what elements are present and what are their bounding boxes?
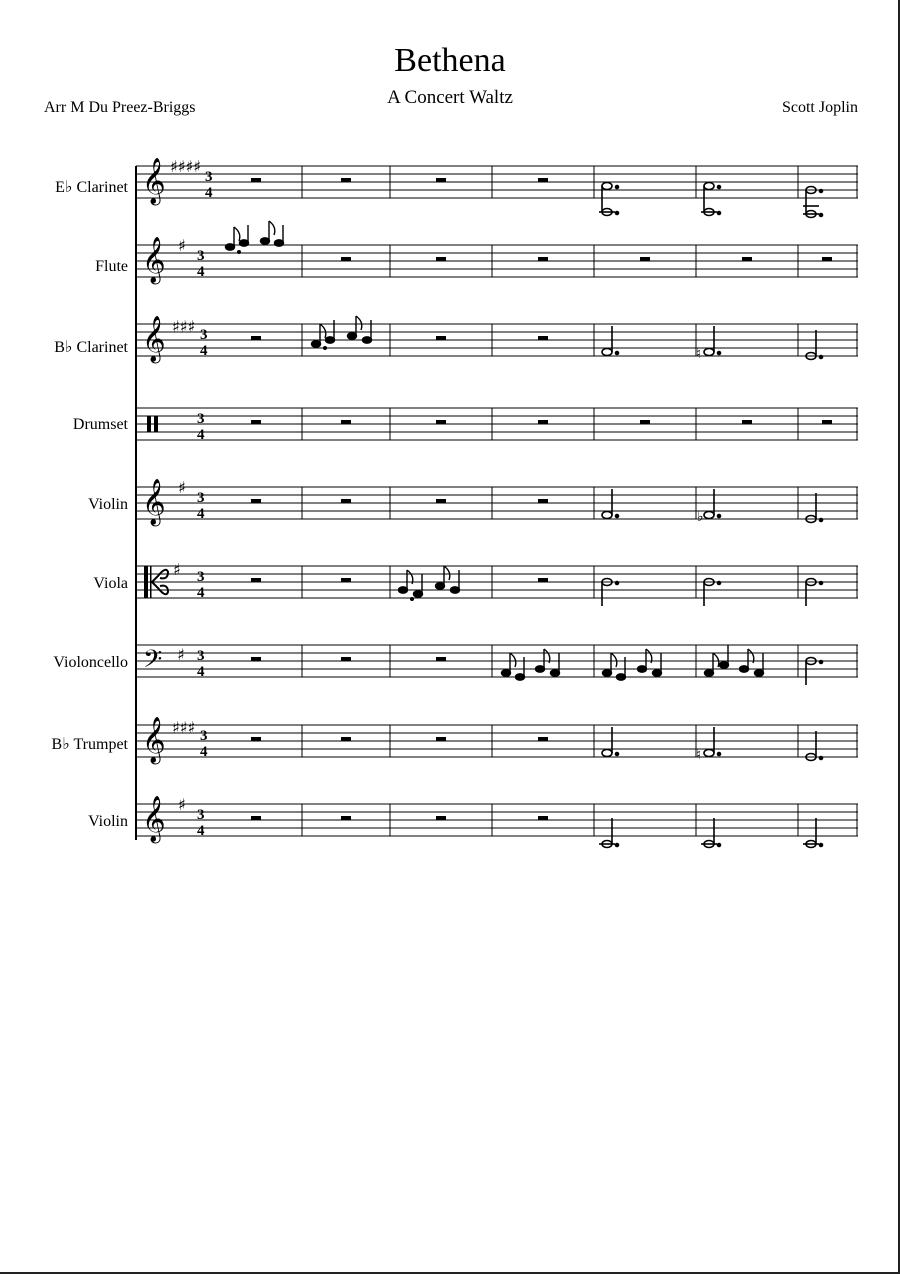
staff-bb-clarinet <box>136 316 858 364</box>
score-subtitle: A Concert Waltz <box>387 87 513 108</box>
eighth-quarter-notes <box>502 645 764 680</box>
staff-eb-clarinet <box>136 157 858 218</box>
treble-clef-icon: 𝄞 <box>142 158 166 204</box>
time-signature-bottom: 4 <box>205 185 213 201</box>
time-signature-bottom: 4 <box>197 427 205 443</box>
arranger-credit: Arr M Du Preez-Briggs <box>44 99 196 116</box>
key-signature-icon: ♯ <box>177 645 185 664</box>
staff-violoncello <box>136 645 858 685</box>
staff-bb-trumpet <box>136 717 858 765</box>
key-signature-icon: ♯♯♯♯ <box>170 157 201 176</box>
dotted-half-note <box>806 658 823 686</box>
time-signature-top: 3 <box>197 569 205 585</box>
staff-label-violin-2: Violin <box>88 813 128 830</box>
staff-label-eb-clarinet: E♭ Clarinet <box>55 179 128 196</box>
staff-viola <box>136 560 858 606</box>
key-signature-icon: ♯ <box>178 236 186 255</box>
time-signature-bottom: 4 <box>197 664 205 680</box>
svg-text:♮: ♮ <box>696 747 702 763</box>
time-signature-bottom: 4 <box>197 823 205 839</box>
half-note-chord <box>599 183 823 218</box>
eighth-quarter-notes <box>312 316 372 349</box>
time-signature-bottom: 4 <box>200 744 208 760</box>
treble-clef-icon: 𝄞 <box>142 237 166 283</box>
time-signature-top: 3 <box>197 807 205 823</box>
time-signature-top: 3 <box>197 411 205 427</box>
time-signature-top: 3 <box>197 490 205 506</box>
eighth-quarter-notes <box>226 221 284 253</box>
key-signature-icon: ♯♯♯ <box>172 317 196 336</box>
key-signature-icon: ♯ <box>178 478 186 497</box>
treble-clef-icon: 𝄞 <box>142 316 166 362</box>
dotted-half-notes <box>602 727 823 763</box>
staff-violin-2 <box>136 795 858 848</box>
time-signature-bottom: 4 <box>197 585 205 601</box>
key-signature-icon: ♯ <box>173 560 181 579</box>
staff-label-violoncello: Violoncello <box>53 654 128 671</box>
svg-text:♭: ♭ <box>697 509 704 525</box>
dotted-half-notes <box>602 579 823 607</box>
time-signature-top: 3 <box>205 169 213 185</box>
score-title: Bethena <box>394 42 506 79</box>
staff-label-viola: Viola <box>93 575 128 592</box>
key-signature-icon: ♯ <box>178 795 186 814</box>
time-signature-bottom: 4 <box>200 343 208 359</box>
dotted-half-notes <box>602 489 823 525</box>
staff-flute <box>136 221 858 285</box>
staff-label-bb-trumpet: B♭ Trumpet <box>51 736 128 753</box>
time-signature-bottom: 4 <box>197 264 205 280</box>
staff-label-violin-1: Violin <box>88 496 128 513</box>
treble-clef-icon: 𝄞 <box>142 796 166 842</box>
key-signature-icon: ♯♯♯ <box>172 718 196 737</box>
dotted-half-notes <box>599 818 823 848</box>
treble-clef-icon: 𝄞 <box>142 717 166 763</box>
dotted-half-notes <box>602 326 823 362</box>
time-signature-top: 3 <box>197 248 205 264</box>
staff-label-drumset: Drumset <box>72 416 128 433</box>
staff-label-flute: Flute <box>95 258 128 275</box>
staff-violin-1 <box>136 478 858 527</box>
time-signature-top: 3 <box>200 728 208 744</box>
bass-clef-icon: 𝄢 <box>143 645 163 680</box>
time-signature-bottom: 4 <box>197 506 205 522</box>
composer-credit: Scott Joplin <box>781 99 858 116</box>
treble-clef-icon: 𝄞 <box>142 479 166 525</box>
time-signature-top: 3 <box>197 648 205 664</box>
svg-text:♮: ♮ <box>696 346 702 362</box>
staff-drumset <box>136 408 858 443</box>
staff-label-bb-clarinet: B♭ Clarinet <box>54 339 128 356</box>
time-signature-top: 3 <box>200 327 208 343</box>
eighth-quarter-notes <box>399 566 460 600</box>
